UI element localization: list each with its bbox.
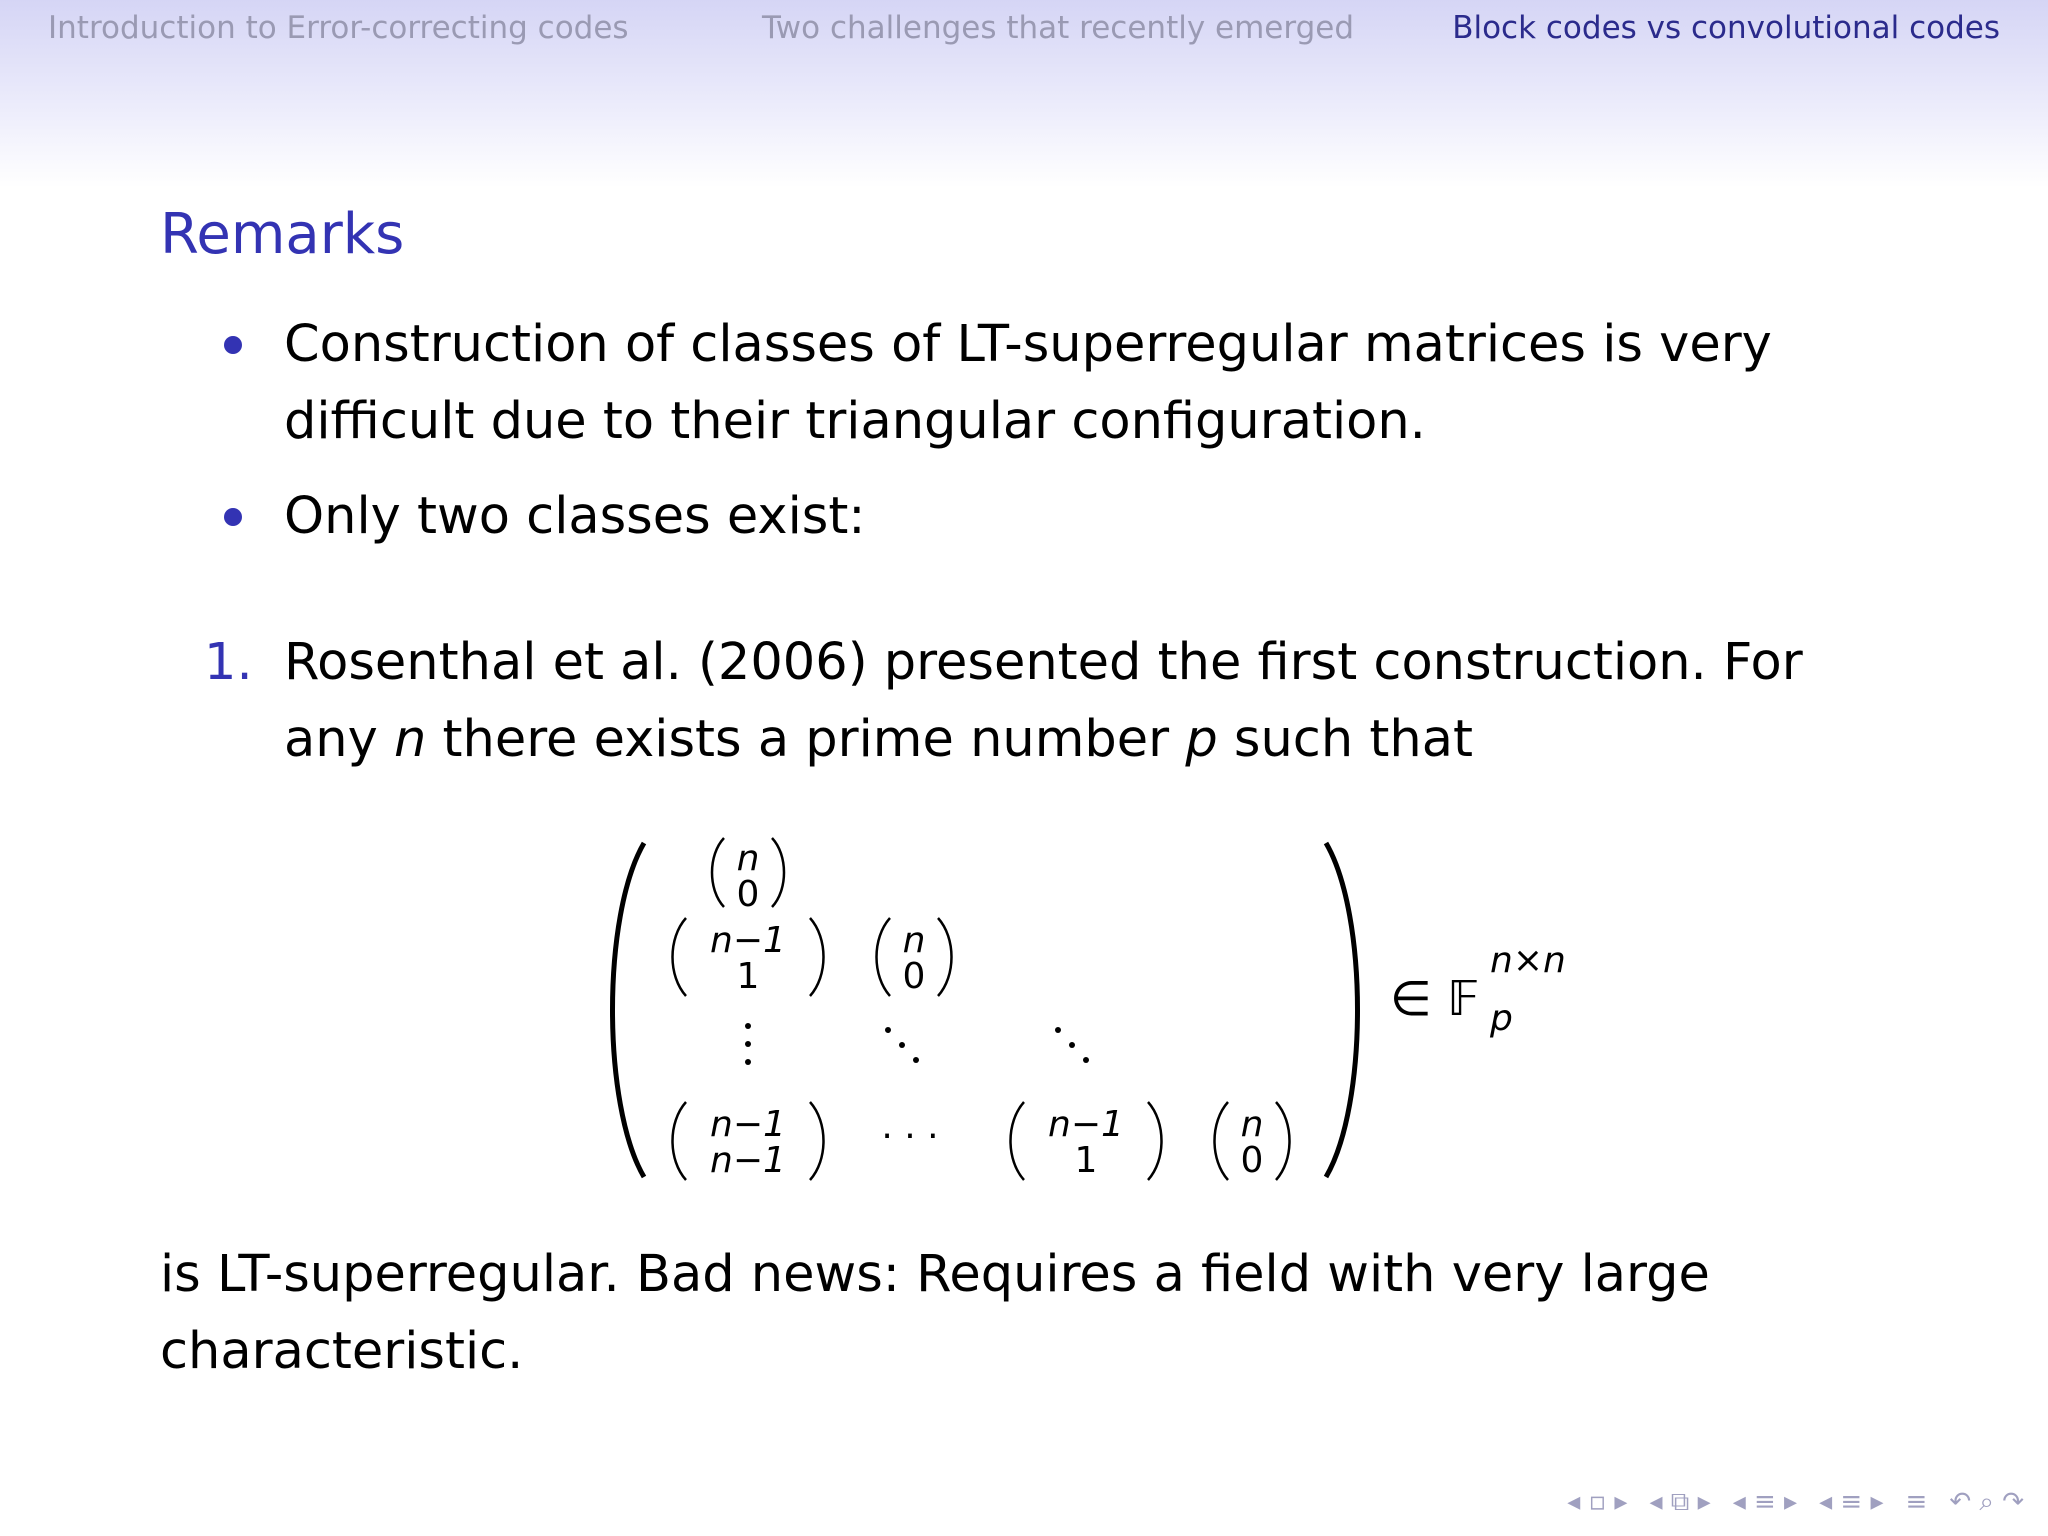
binom-n-0-row2 [877,918,952,997]
frame-icon[interactable]: ◂ ⧉ ▸ [1649,1486,1711,1517]
vdots-icon [745,1023,751,1065]
right-paren [1326,843,1358,1177]
enum-marker: 1. [204,633,253,692]
variable-n: n [393,710,427,769]
text-fragment: there exists a prime number [426,710,1186,769]
text-fragment: any [284,710,394,769]
svg-text:n: n [736,838,760,879]
svg-text:n−1: n−1 [710,1140,786,1181]
bullet-item-two-classes [284,478,1844,555]
variable-p: p [1185,710,1218,769]
lt-matrix-equation [600,830,1600,1190]
bullet-item-construction [284,306,1844,460]
binom-n1-n1-row4 [673,1102,824,1181]
bullet-icon [224,508,242,526]
ddots-icon-2 [1055,1027,1089,1063]
svg-text:1: 1 [1074,1140,1098,1181]
field-subscript: p [1490,998,1513,1039]
nav-section-block-vs-convolutional[interactable]: Block codes vs convolutional codes [1452,10,2000,46]
text-fragment: such that [1217,710,1473,769]
binom-n1-1-row2 [673,918,824,997]
nav-left-arrow-icon[interactable]: ◂ ▫ ▸ [1567,1487,1628,1517]
bullet-text: Construction of classes of LT-superregular matrices is very difficult due to their triangular configuration. [284,315,1772,451]
navigation-header [0,0,2048,188]
conclusion-text: is LT-superregular. Bad news: Requires a field with very large characteristic. [160,1245,1710,1381]
hdots-text: · · · [881,1116,939,1157]
subsection-icon[interactable]: ◂ ≡ ▸ [1732,1487,1798,1517]
svg-text:n−1: n−1 [1048,1104,1124,1145]
left-paren [613,843,645,1177]
nav-section-introduction[interactable]: Introduction to Error-correcting codes [48,10,629,46]
beamer-navigation-bar [1567,1482,2024,1522]
svg-text:1: 1 [736,956,760,997]
binom-n-0-row4 [1215,1102,1290,1181]
svg-text:0: 0 [1240,1140,1264,1181]
enum-line-1: Rosenthal et al. (2006) presented the first construction. For [284,633,1803,692]
section-icon[interactable]: ◂ ≡ ▸ [1819,1487,1884,1517]
align-icon[interactable]: ≡ [1905,1487,1928,1517]
nav-section-two-challenges[interactable]: Two challenges that recently emerged [762,10,1355,46]
ddots-icon-1 [885,1027,919,1063]
svg-text:n: n [1240,1104,1264,1145]
enum-line-2 [284,701,1844,778]
slide-title: Remarks [160,202,405,267]
enumerated-item-rosenthal [204,624,1844,778]
bullet-text: Only two classes exist: [284,487,866,546]
bullet-icon [224,336,242,354]
svg-text:n−1: n−1 [710,920,786,961]
svg-text:0: 0 [736,874,760,915]
svg-text:0: 0 [902,956,926,997]
field-superscript: n×n [1490,940,1566,981]
binom-n-0-row1 [712,838,784,915]
field-membership: ∈ 𝔽 [1390,971,1480,1027]
svg-text:n−1: n−1 [710,1104,786,1145]
search-icon[interactable]: ↶ ⌕ ↷ [1949,1486,2024,1517]
svg-text:n: n [902,920,926,961]
binom-n1-1-row4 [1011,1102,1162,1181]
